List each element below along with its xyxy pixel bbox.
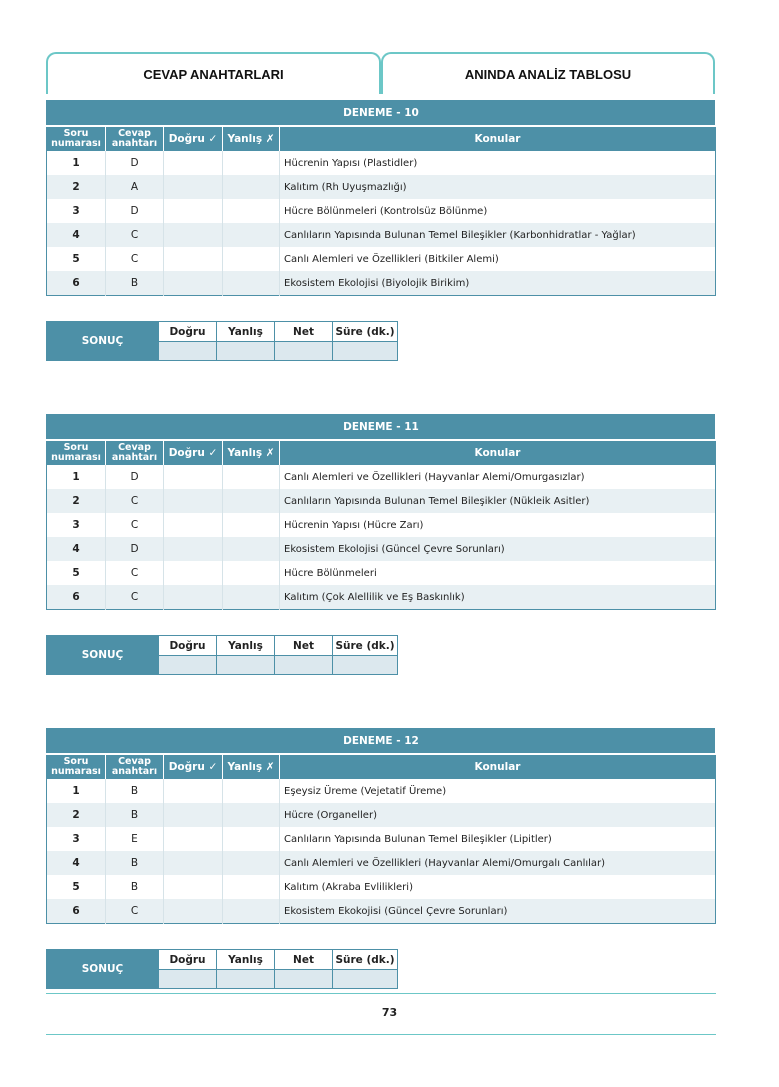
test-block-11	[46, 414, 716, 661]
footer-rule-top	[46, 993, 716, 994]
topic-cell: Hücre Bölünmeleri	[284, 567, 377, 579]
question-number: 2	[47, 803, 106, 827]
topic-cell: Canlıların Yapısında Bulunan Temel Bileşikler (Nükleik Asitler)	[280, 489, 716, 513]
table-row	[47, 271, 716, 296]
yanlis-cell[interactable]	[223, 827, 280, 851]
topic-cell: Ekosistem Ekokojisi (Güncel Çevre Sorunları)	[280, 899, 716, 924]
result-sure-header: Süre (dk.)	[333, 950, 398, 970]
yanlis-cell[interactable]	[223, 489, 280, 513]
col-yanlis: Yanlış ✗	[223, 754, 280, 779]
result-dogru-input[interactable]	[159, 970, 217, 989]
result-table	[46, 949, 398, 989]
yanlis-cell[interactable]	[223, 779, 280, 803]
result-net-header: Net	[275, 322, 333, 342]
yanlis-cell[interactable]	[223, 585, 280, 610]
result-table	[46, 321, 398, 361]
yanlis-cell[interactable]	[223, 875, 280, 899]
result-sure-input[interactable]	[333, 656, 398, 675]
result-dogru-header: Doğru	[159, 950, 217, 970]
result-net-header: Net	[275, 636, 333, 656]
question-number: 6	[47, 899, 106, 924]
question-number: 4	[47, 223, 106, 247]
topic-cell: Canlı Alemleri ve Özellikleri (Bitkiler Alemi)	[284, 253, 499, 265]
yanlis-cell[interactable]	[223, 899, 280, 924]
answer-key: D	[106, 199, 164, 223]
question-number: 6	[47, 271, 106, 296]
topic-cell: Ekosistem Ekolojisi (Güncel Çevre Sorunları)	[280, 537, 716, 561]
answer-key: D	[106, 537, 164, 561]
answer-key: C	[106, 223, 164, 247]
dogru-cell[interactable]	[164, 199, 223, 223]
result-net-input[interactable]	[275, 342, 333, 361]
result-sure-input[interactable]	[333, 970, 398, 989]
table-row	[47, 561, 716, 585]
yanlis-cell[interactable]	[223, 537, 280, 561]
topic-cell: Hücrenin Yapısı (Hücre Zarı)	[284, 519, 424, 531]
col-soru-numarasi: Soru numarası	[47, 754, 106, 779]
col-cevap-anahtari: Cevap anahtarı	[106, 440, 164, 465]
table-row	[47, 199, 716, 223]
answer-key: C	[106, 489, 164, 513]
footer-rule-bottom	[46, 1034, 716, 1035]
topic-cell: Eşeysiz Üreme (Vejetatif Üreme)	[284, 785, 447, 797]
col-konular: Konular	[280, 754, 716, 779]
answer-table	[46, 100, 716, 296]
dogru-cell[interactable]	[164, 151, 223, 175]
topic-cell: Canlıların Yapısında Bulunan Temel Bileşikler (Karbonhidratlar - Yağlar)	[280, 223, 716, 247]
answer-key: B	[106, 851, 164, 875]
table-row	[47, 247, 716, 271]
topic-cell: Kalıtım (Akraba Evlilikleri)	[284, 881, 413, 893]
answer-key: C	[106, 899, 164, 924]
question-number: 5	[47, 875, 106, 899]
question-number: 5	[47, 561, 106, 585]
col-soru-numarasi: Soru numarası	[47, 126, 106, 151]
col-soru-numarasi: Soru numarası	[47, 440, 106, 465]
result-yanlis-input[interactable]	[217, 656, 275, 675]
result-net-input[interactable]	[275, 970, 333, 989]
table-row	[47, 851, 716, 875]
answer-key: C	[106, 513, 164, 537]
answer-key: C	[106, 561, 164, 585]
col-cevap-anahtari: Cevap anahtarı	[106, 126, 164, 151]
dogru-cell[interactable]	[164, 489, 223, 513]
yanlis-cell[interactable]	[223, 465, 280, 489]
col-konular: Konular	[280, 440, 716, 465]
dogru-cell[interactable]	[164, 827, 223, 851]
dogru-cell[interactable]	[164, 585, 223, 610]
result-net-header: Net	[275, 950, 333, 970]
dogru-cell[interactable]	[164, 223, 223, 247]
tab-cevap-anahtarlari: CEVAP ANAHTARLARI	[46, 52, 381, 94]
result-sure-header: Süre (dk.)	[333, 636, 398, 656]
topic-cell: Canlıların Yapısında Bulunan Temel Bileşikler (Lipitler)	[284, 833, 552, 845]
yanlis-cell[interactable]	[223, 271, 280, 296]
answer-table	[46, 414, 716, 610]
yanlis-cell[interactable]	[223, 199, 280, 223]
result-yanlis-header: Yanlış	[217, 322, 275, 342]
result-dogru-input[interactable]	[159, 342, 217, 361]
table-row	[47, 827, 716, 851]
topic-cell: Hücre Bölünmeleri (Kontrolsüz Bölünme)	[284, 205, 488, 217]
sonuc-label: SONUÇ	[47, 322, 159, 361]
answer-key: D	[106, 151, 164, 175]
dogru-cell[interactable]	[164, 803, 223, 827]
col-yanlis: Yanlış ✗	[223, 440, 280, 465]
answer-key: A	[106, 175, 164, 199]
question-number: 4	[47, 537, 106, 561]
table-row	[47, 803, 716, 827]
dogru-cell[interactable]	[164, 537, 223, 561]
test-block-10	[46, 100, 716, 347]
test-block-12	[46, 728, 716, 975]
question-number: 6	[47, 585, 106, 610]
dogru-cell[interactable]	[164, 899, 223, 924]
table-row	[47, 513, 716, 537]
tab-aninda-analiz-tablosu: ANINDA ANALİZ TABLOSU	[381, 52, 715, 94]
table-row	[47, 489, 716, 513]
question-number: 3	[47, 199, 106, 223]
result-dogru-header: Doğru	[159, 322, 217, 342]
result-net-input[interactable]	[275, 656, 333, 675]
table-row	[47, 537, 716, 561]
answer-table	[46, 728, 716, 924]
result-dogru-header: Doğru	[159, 636, 217, 656]
dogru-cell[interactable]	[164, 175, 223, 199]
table-row	[47, 175, 716, 199]
yanlis-cell[interactable]	[223, 803, 280, 827]
result-yanlis-input[interactable]	[217, 970, 275, 989]
dogru-cell[interactable]	[164, 851, 223, 875]
topic-cell: Hücre (Organeller)	[280, 803, 716, 827]
col-dogru: Doğru ✓	[164, 440, 223, 465]
page-number: 73	[381, 1006, 398, 1019]
sonuc-label: SONUÇ	[47, 636, 159, 675]
table-row	[47, 875, 716, 899]
result-table	[46, 635, 398, 675]
dogru-cell[interactable]	[164, 561, 223, 585]
topic-cell: Kalıtım (Çok Alellilik ve Eş Baskınlık)	[280, 585, 716, 610]
answer-key: C	[106, 247, 164, 271]
test-title: DENEME - 11	[47, 415, 716, 441]
topic-cell: Canlı Alemleri ve Özellikleri (Hayvanlar Alemi/Omurgasızlar)	[284, 471, 585, 483]
col-dogru: Doğru ✓	[164, 126, 223, 151]
answer-key: B	[106, 271, 164, 296]
question-number: 3	[47, 513, 106, 537]
question-number: 1	[47, 779, 106, 803]
col-dogru: Doğru ✓	[164, 754, 223, 779]
yanlis-cell[interactable]	[223, 175, 280, 199]
yanlis-cell[interactable]	[223, 851, 280, 875]
topic-cell: Hücrenin Yapısı (Plastidler)	[284, 157, 418, 169]
dogru-cell[interactable]	[164, 779, 223, 803]
question-number: 3	[47, 827, 106, 851]
col-konular: Konular	[280, 126, 716, 151]
result-yanlis-header: Yanlış	[217, 636, 275, 656]
answer-key: E	[106, 827, 164, 851]
answer-key: C	[106, 585, 164, 610]
result-yanlis-input[interactable]	[217, 342, 275, 361]
table-row	[47, 151, 716, 175]
answer-key: B	[106, 803, 164, 827]
table-row	[47, 223, 716, 247]
header-tabs	[46, 52, 715, 94]
dogru-cell[interactable]	[164, 271, 223, 296]
result-yanlis-header: Yanlış	[217, 950, 275, 970]
dogru-cell[interactable]	[164, 465, 223, 489]
sonuc-label: SONUÇ	[47, 950, 159, 989]
yanlis-cell[interactable]	[223, 223, 280, 247]
question-number: 2	[47, 489, 106, 513]
answer-key: D	[106, 465, 164, 489]
question-number: 1	[47, 465, 106, 489]
result-sure-header: Süre (dk.)	[333, 322, 398, 342]
dogru-cell[interactable]	[164, 875, 223, 899]
answer-key: B	[106, 779, 164, 803]
test-title: DENEME - 12	[47, 729, 716, 755]
topic-cell: Kalıtım (Rh Uyuşmazlığı)	[280, 175, 716, 199]
dogru-cell[interactable]	[164, 247, 223, 271]
table-row	[47, 465, 716, 489]
yanlis-cell[interactable]	[223, 513, 280, 537]
question-number: 4	[47, 851, 106, 875]
result-sure-input[interactable]	[333, 342, 398, 361]
table-row	[47, 779, 716, 803]
test-title: DENEME - 10	[47, 101, 716, 127]
answer-key: B	[106, 875, 164, 899]
topic-cell: Ekosistem Ekolojisi (Biyolojik Birikim)	[280, 271, 716, 296]
col-yanlis: Yanlış ✗	[223, 126, 280, 151]
question-number: 5	[47, 247, 106, 271]
yanlis-cell[interactable]	[223, 151, 280, 175]
table-row	[47, 585, 716, 610]
result-dogru-input[interactable]	[159, 656, 217, 675]
question-number: 1	[47, 151, 106, 175]
question-number: 2	[47, 175, 106, 199]
table-row	[47, 899, 716, 924]
yanlis-cell[interactable]	[223, 561, 280, 585]
col-cevap-anahtari: Cevap anahtarı	[106, 754, 164, 779]
yanlis-cell[interactable]	[223, 247, 280, 271]
dogru-cell[interactable]	[164, 513, 223, 537]
topic-cell: Canlı Alemleri ve Özellikleri (Hayvanlar Alemi/Omurgalı Canlılar)	[280, 851, 716, 875]
